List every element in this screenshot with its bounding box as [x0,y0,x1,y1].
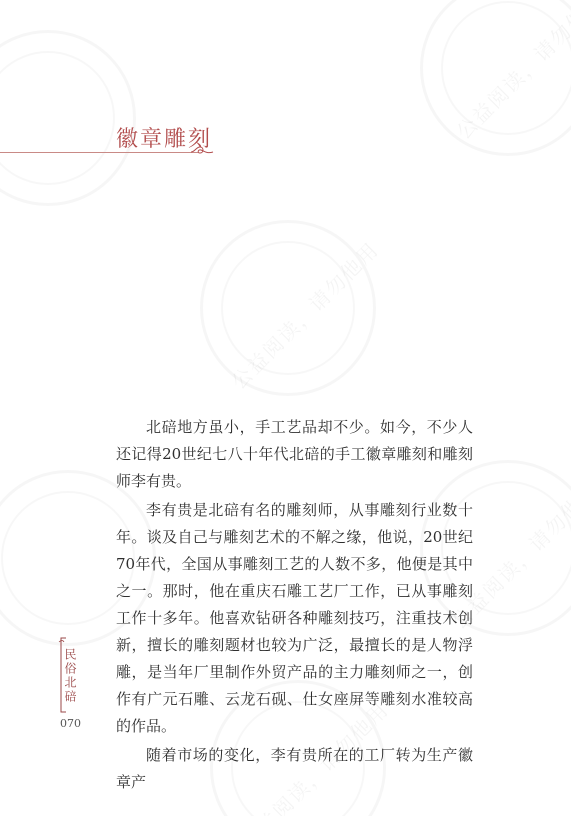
page-number: 070 [60,717,81,730]
title-rule [0,152,198,153]
chapter-title: 徽章雕刻 [116,127,213,152]
paragraph: 北碚地方虽小，手工艺品却不少。如今，不少人还记得20世纪七八十年代北碚的手工徽章雕刻和雕刻师李有贵。 [116,418,473,490]
paragraph: 随着市场的变化，李有贵所在的工厂转为生产徽章产 [116,746,473,791]
watermark-seal [0,30,136,206]
article-body [116,414,473,796]
book-title-vertical: 民俗北碚 [63,648,77,704]
paragraph: 李有贵是北碚有名的雕刻师，从事雕刻行业数十年。谈及自己与雕刻艺术的不解之缘，他说，20世纪70年代，全国从事雕刻工艺的人数不多，他便是其中之一。那时，他在重庆石雕工艺厂工作，已从事雕刻工作十多年。他喜欢钻研各种雕刻技巧，注重技术创新，擅长的雕刻题材也较为广泛，最擅长的是人物浮雕，是当年厂里制作外贸产品的主力雕刻师之一，创作有广元石雕、云龙石砚、仕女座屏等雕刻水准较高的作品。 [116,501,473,735]
flourish-ornament-icon [190,144,214,158]
